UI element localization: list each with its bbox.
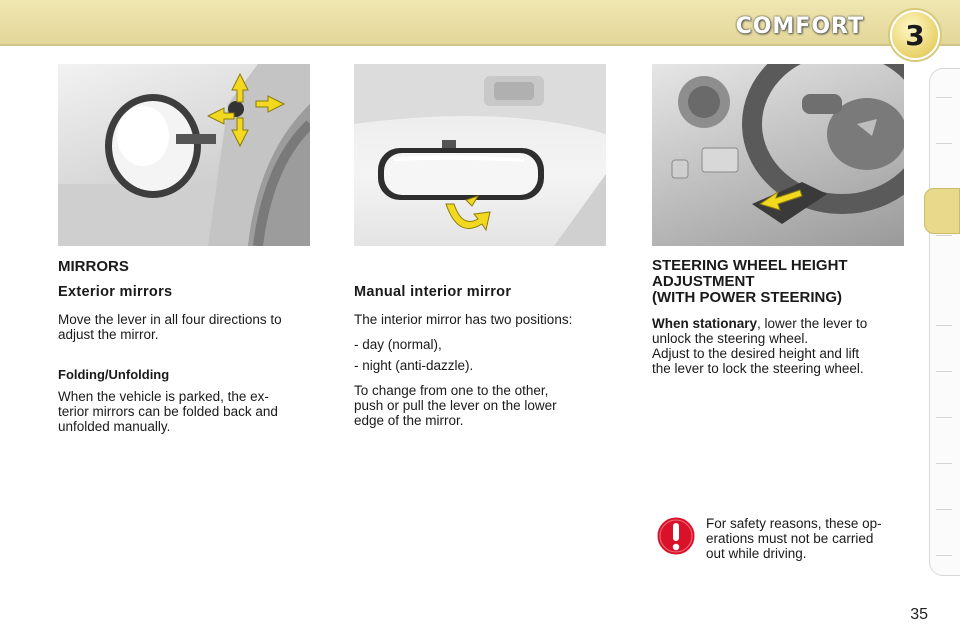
title-line: (WITH POWER STEERING) [652,289,842,306]
steering-wheel-illustration [652,64,904,246]
exterior-mirrors-paragraph [58,312,310,342]
text-line: push or pull the lever on the lower [354,398,557,413]
text-line: unfolded manually. [58,419,171,434]
steering-wheel-paragraph-1 [652,316,904,346]
text-line: out while driving. [706,546,807,561]
text-line: adjust the mirror. [58,327,159,342]
side-tab-divider [936,463,952,464]
interior-mirror-paragraph [354,312,606,428]
text-line: the lever to lock the steering wheel. [652,361,864,376]
side-tab-divider [936,143,952,144]
chapter-title: COMFORT [735,14,864,39]
mirrors-section-title: MIRRORS [58,258,129,275]
side-tab-divider [936,325,952,326]
steering-wheel-section-title [652,258,848,306]
text-line: unlock the steering wheel. [652,331,809,346]
text-line: terior mirrors can be folded back and [58,404,278,419]
exclamation-circle-icon [656,516,696,556]
text-line: erations must not be carried [706,531,874,546]
text-line: edge of the mirror. [354,413,464,428]
side-tab-active[interactable] [924,188,960,234]
text-line: The interior mirror has two positions: [354,312,573,327]
text-line: To change from one to the other, [354,383,549,398]
side-tab-divider [936,555,952,556]
text-line: When the vehicle is parked, the ex- [58,389,269,404]
interior-mirror-subtitle: Manual interior mirror [354,284,512,300]
safety-warning-text [706,516,904,561]
side-tab-divider [936,371,952,372]
exterior-mirror-illustration [58,64,310,246]
text-line: Adjust to the desired height and lift [652,346,860,361]
title-line: ADJUSTMENT [652,273,755,290]
title-line: STEERING WHEEL HEIGHT [652,257,848,274]
folding-paragraph [58,389,310,434]
bold-lead: When stationary [652,316,758,331]
chapter-number-badge: 3 [890,10,940,60]
interior-mirror-illustration [354,64,606,246]
side-tab-divider [936,97,952,98]
list-item: - day (normal), [354,337,442,352]
steering-wheel-paragraph-2 [652,346,904,376]
side-tab-strip [929,68,960,576]
side-tab-divider [936,417,952,418]
side-tab-divider [936,235,952,236]
text-line [652,316,904,331]
exterior-mirrors-subtitle: Exterior mirrors [58,284,173,300]
page-number: 35 [910,606,928,623]
text-line: Move the lever in all four directions to [58,312,282,327]
text-line: For safety reasons, these op- [706,516,882,531]
text-fragment: , lower the lever to [757,316,868,331]
side-tab-divider [936,509,952,510]
list-item: - night (anti-dazzle). [354,358,474,373]
folding-unfolding-heading: Folding/Unfolding [58,367,170,382]
